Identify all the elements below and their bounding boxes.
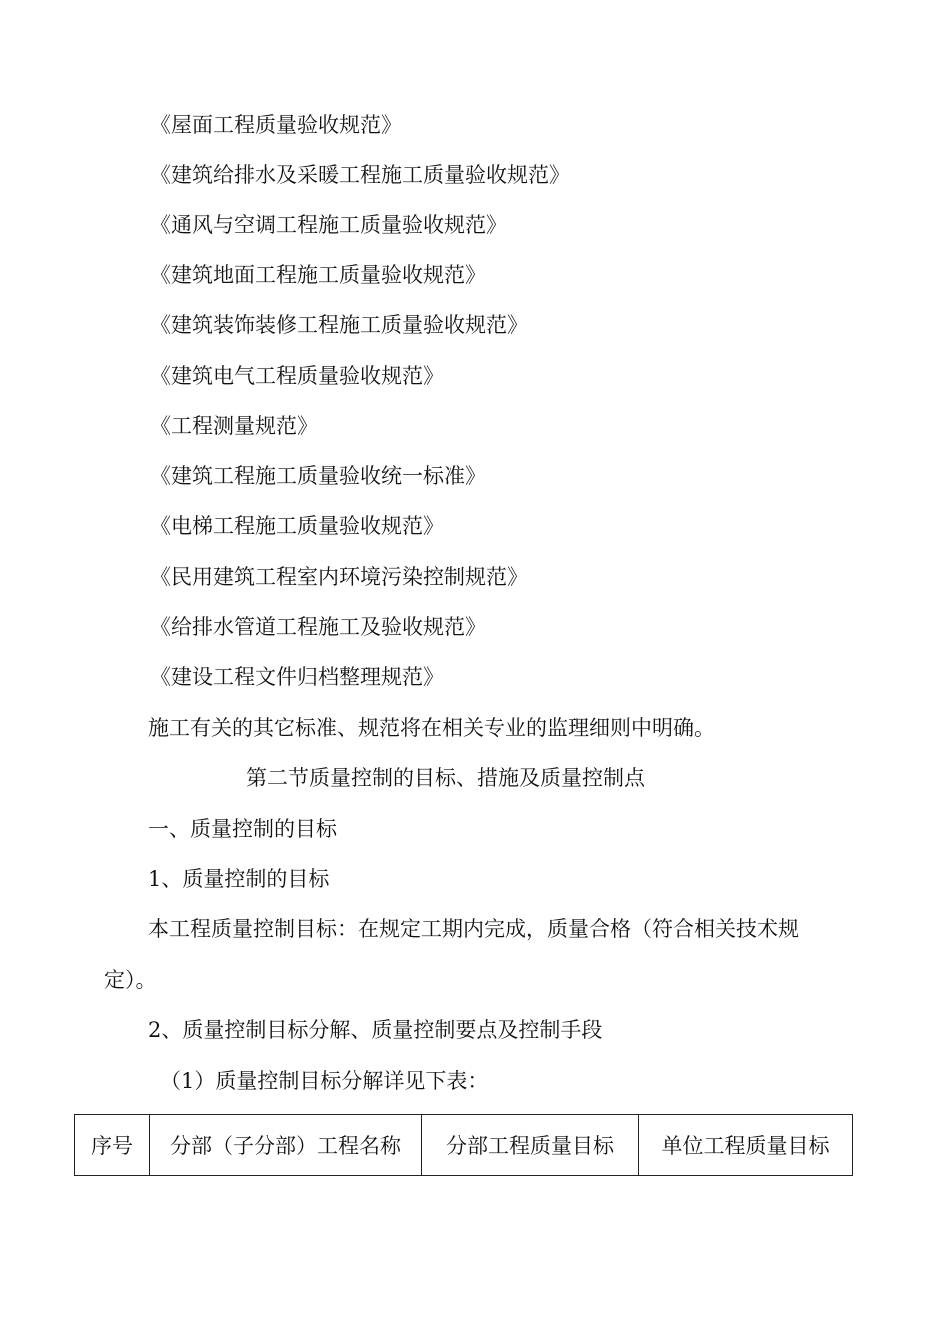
header-subdivision-goal: 分部工程质量目标 xyxy=(422,1115,639,1176)
table-header-row xyxy=(75,1115,853,1176)
header-unit-goal: 单位工程质量目标 xyxy=(639,1115,853,1176)
standard-item-8: 《建筑工程施工质量验收统一标准》 xyxy=(150,464,486,488)
header-index: 序号 xyxy=(75,1115,150,1176)
standard-item-1: 《屋面工程质量验收规范》 xyxy=(150,113,402,137)
standard-item-7: 《工程测量规范》 xyxy=(150,414,318,438)
standard-item-5: 《建筑装饰装修工程施工质量验收规范》 xyxy=(150,313,528,337)
standard-item-10: 《民用建筑工程室内环境污染控制规范》 xyxy=(150,565,528,589)
section-title: 第二节质量控制的目标、措施及质量控制点 xyxy=(246,766,645,790)
standard-item-9: 《电梯工程施工质量验收规范》 xyxy=(150,514,444,538)
heading-quality-goal: 一、质量控制的目标 xyxy=(148,817,337,841)
standard-item-6: 《建筑电气工程质量验收规范》 xyxy=(150,364,444,388)
other-standards-note: 施工有关的其它标准、规范将在相关专业的监理细则中明确。 xyxy=(148,716,715,740)
goal-text-line-1: 本工程质量控制目标：在规定工期内完成，质量合格（符合相关技术规 xyxy=(148,917,799,941)
standard-item-12: 《建设工程文件归档整理规范》 xyxy=(150,665,444,689)
heading-goal-breakdown: 2、质量控制目标分解、质量控制要点及控制手段 xyxy=(148,1018,603,1042)
header-subdivision-name: 分部（子分部）工程名称 xyxy=(150,1115,422,1176)
heading-quality-goal-1: 1、质量控制的目标 xyxy=(148,867,330,891)
standard-item-2: 《建筑给排水及采暖工程施工质量验收规范》 xyxy=(150,163,570,187)
quality-goal-table xyxy=(74,1114,853,1176)
standard-item-3: 《通风与空调工程施工质量验收规范》 xyxy=(150,213,507,237)
standard-item-11: 《给排水管道工程施工及验收规范》 xyxy=(150,615,486,639)
goal-text-line-2: 定）。 xyxy=(104,968,157,992)
standard-item-4: 《建筑地面工程施工质量验收规范》 xyxy=(150,263,486,287)
table-intro: （1）质量控制目标分解详见下表： xyxy=(160,1069,489,1093)
